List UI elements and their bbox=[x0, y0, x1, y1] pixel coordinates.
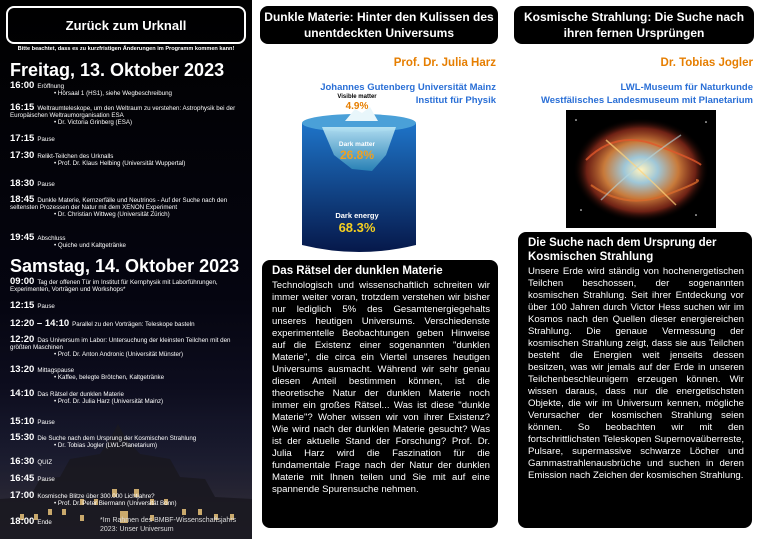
dark-matter-label: Dark matter bbox=[338, 141, 376, 148]
cosmic-rays-column bbox=[506, 0, 761, 539]
schedule-item: 18:45 Dunkle Materie, Kernzerfälle und Neutrinos - Auf der Suche nach den seltensten Prozessen der Natur mit dem XENON Experiment • Dr. Christian Wittweg (Universität Zürich) bbox=[10, 196, 246, 218]
program-notice: Bitte beachtet, dass es zu kurzfristigen Änderungen im Programm kommen kann! bbox=[17, 46, 235, 52]
visible-matter-value: 4.9% bbox=[345, 101, 369, 112]
textbox-title: Das Rätsel der dunklen Materie bbox=[272, 265, 443, 277]
textbox-body: Unsere Erde wird ständig von hochenergetischen Teilchen beschossen, der sogenannten kosmischen Strahlung. Seit ihrer Entdeckung vor über 100 Jahren durch Victor Hess suchen wir im Kosmos nach den Quellen dieser energiereichen Strahlung. Die genaue Vermessung der kosmischen Strahlung zeigt, dass sie aus Teilchen besteht die Energien weit jenseits dessen besitzen, was wir jemals auf der Erde in unseren Teilchenbeschleunigern erzeugen können. Wir wissen daraus, dass nur die energetischsten Objekte, die wir im Universum kennen, mögliche Verursacher der kosmischen Strahlung seien können. So beobachten wir mit den fortschrittlichsten Teleskopen Supernovaüberreste, Pulsare, supermassive schwarze Löcher und Gammastrahlenausbrüche und suchen in deren Emission nach Zeichen der kosmischen Strahlung. bbox=[528, 266, 744, 481]
schedule-item: 16:30 QUIZ bbox=[10, 456, 53, 467]
schedule-item: 15:30 Die Suche nach dem Ursprung der Kosmischen Strahlung • Dr. Tobias Jogler (LWL-Planetarium) bbox=[10, 434, 246, 449]
speaker-name: Prof. Dr. Julia Harz bbox=[393, 57, 496, 69]
schedule-item: 12:20 – 14:10 Parallel zu den Vorträgen: Teleskope basteln bbox=[10, 318, 195, 329]
dark-energy-value: 68.3% bbox=[338, 220, 376, 235]
talk-header: Kosmische Strahlung: Die Suche nach ihren fernen Ursprüngen bbox=[514, 6, 754, 44]
schedule-item: 18:00 Ende bbox=[10, 516, 52, 527]
crab-nebula-image bbox=[566, 110, 716, 228]
visible-matter-label: Visible matter bbox=[337, 94, 377, 100]
schedule-item: 18:30 Pause bbox=[10, 178, 55, 189]
day-heading-saturday: Samstag, 14. Oktober 2023 bbox=[10, 256, 240, 276]
textbox-body: Technologisch und wissenschaftlich schreiten wir immer weiter voran, trotzdem verstehen wir bisher nur lediglich 5% des Gesamtenergiegehalts unseres heutigen Universums. Verschiedenste experimentelle Beobachtungen geben Hinweise auf die Existenz einer sogenannten "dunklen Materie", die circa ein Viertel unseres heutigen Universums ausmacht. Während wir sehr genau diesen Anteil bestimmen können, ist die theoretische Natur der dunklen Materie noch immer ein großes Rätsel... Was ist diese "dunkle Materie"? Woher wissen wir von ihrer Existenz? Wie wird nach der dunklen Materie gesucht? Was ist der aktuelle Stand der Forschung? Prof. Dr. Julia Harz wird die Faszination für die fundamentale Frage nach der Natur der dunklen Materie mit Ihnen teilen und Sie mit auf eine spannende Spurensuche nehmen. bbox=[272, 280, 490, 495]
schedule-item: 14:10 Das Rätsel der dunklen Materie • Prof. Dr. Julia Harz (Universität Mainz) bbox=[10, 390, 246, 405]
cosmic-rays-textbox bbox=[516, 230, 754, 530]
dark-energy-label: Dark energy bbox=[335, 211, 379, 220]
schedule-item: 13:20 Mittagspause • Kaffee, belegte Brötchen, Kaltgetränke bbox=[10, 366, 246, 381]
footnote: *Im Rahmen des BMBF-Wissenschaftsjahrs 2023: Unser Universum bbox=[100, 517, 237, 533]
dark-matter-column bbox=[252, 0, 506, 539]
program-column bbox=[0, 0, 252, 539]
speaker-name: Dr. Tobias Jogler bbox=[660, 57, 753, 69]
schedule-item: 16:15 Weltraumteleskope, um den Weltraum zu verstehen: Astrophysik bei der Europäischen Weltraumorganisation ESA • Dr. Victoria Grinberg (ESA) bbox=[10, 104, 246, 126]
textbox-title: Die Suche nach dem Ursprung der Kosmischen Strahlung bbox=[528, 237, 717, 263]
schedule-item: 17:30 Relikt-Teilchen des Urknalls • Prof. Dr. Klaus Helbing (Universität Wuppertal) bbox=[10, 152, 246, 167]
dark-matter-value: 26.8% bbox=[339, 148, 375, 162]
schedule-item: 15:10 Pause bbox=[10, 416, 55, 427]
schedule-item: 16:00 Eröffnung • Hörsaal 1 (HS1), siehe Wegbeschreibung bbox=[10, 82, 246, 97]
dark-matter-textbox bbox=[260, 258, 500, 530]
schedule-item: 17:15 Pause bbox=[10, 133, 55, 144]
schedule-item: 19:45 Abschluss • Quiche und Kaltgetränke bbox=[10, 234, 246, 249]
schedule-item: 12:20 Das Universum im Labor: Untersuchung der kleinsten Teilchen mit den größten Maschinen • Prof. Dr. Anton Andronic (Universität Münster) bbox=[10, 336, 246, 358]
schedule-item: 12:15 Pause bbox=[10, 300, 55, 311]
institution: LWL-Museum für Naturkunde Westfälisches Landesmuseum mit Planetarium bbox=[540, 82, 753, 106]
schedule-item: 17:00 Kosmische Blitze über 300.000 Lichtjahre? • Prof. Dr. Peter Biermann (Universität Bonn) bbox=[10, 492, 246, 507]
talk-header: Dunkle Materie: Hinter den Kulissen des unentdeckten Universums bbox=[260, 6, 498, 44]
day-heading-friday: Freitag, 13. Oktober 2023 bbox=[10, 60, 225, 80]
schedule-item: 09:00 Tag der offenen Tür im Institut für Kernphysik mit Laborführungen, Experimenten, Vorträgen und Workshops* bbox=[10, 276, 218, 293]
schedule-item: 16:45 Pause bbox=[10, 473, 55, 484]
institution: Johannes Gutenberg Universität Mainz Institut für Physik bbox=[320, 82, 496, 106]
program-title: Zurück zum Urknall bbox=[6, 6, 246, 44]
